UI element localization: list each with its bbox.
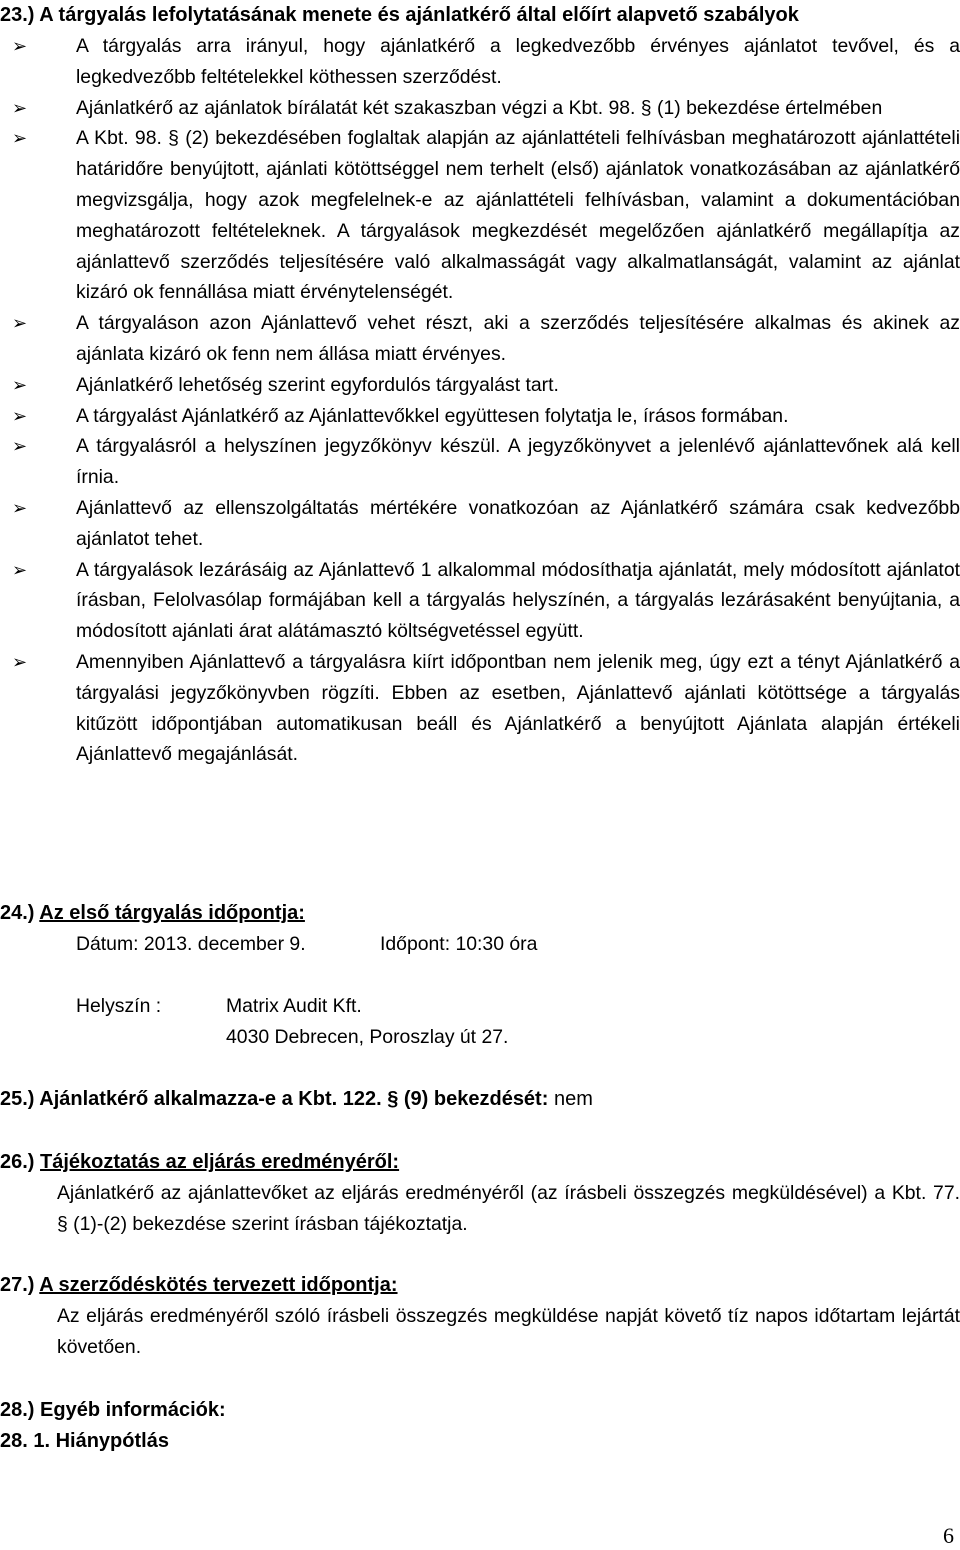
location-label: Helyszín : [76, 995, 162, 1017]
arrow-bullet-icon: ➢ [12, 497, 28, 518]
list-item-text: Ajánlatkérő lehetőség szerint egyfordulós tárgyalást tart. [76, 373, 559, 396]
section-28-title: Egyéb információk: [40, 1399, 226, 1421]
section-23-bullet-list [0, 31, 960, 770]
section-24-number: 24.) [0, 902, 35, 924]
section-28-subheading: 28. 1. Hiánypótlás [0, 1430, 169, 1452]
section-27-number: 27.) [0, 1274, 35, 1296]
list-item [0, 431, 960, 493]
list-item [0, 493, 960, 555]
section-26-heading [0, 1147, 399, 1177]
arrow-bullet-icon: ➢ [12, 97, 28, 118]
list-item-text: Ajánlatkérő az ajánlatok bírálatát két szakaszban végzi a Kbt. 98. § (1) bekezdése értelmében [76, 96, 883, 119]
list-item-text: A tárgyalást Ajánlatkérő az Ajánlattevőkkel együttesen folytatja le, írásos formában. [76, 404, 789, 427]
location-address: 4030 Debrecen, Poroszlay út 27. [226, 1026, 509, 1048]
list-item-text: A tárgyaláson azon Ajánlattevő vehet részt, aki a szerződés teljesítésére alkalmas és akinek az ajánlata kizáró ok fenn nem állása miatt érvényes. [76, 312, 960, 365]
list-item [0, 370, 960, 401]
meeting-time: Időpont: 10:30 óra [380, 933, 538, 955]
location-name: Matrix Audit Kft. [226, 995, 362, 1017]
list-item-text: A tárgyalás arra irányul, hogy ajánlatkérő a legkedvezőbb érvényes ajánlatot tevővel, és a legkedvezőbb feltételekkel köthessen szerződést. [76, 35, 960, 88]
arrow-bullet-icon: ➢ [12, 436, 28, 457]
page-number: 6 [943, 1523, 954, 1548]
list-item [0, 308, 960, 370]
arrow-bullet-icon: ➢ [12, 374, 28, 395]
section-25-title: 25.) Ajánlatkérő alkalmazza-e a Kbt. 122. § (9) bekezdését: [0, 1088, 549, 1110]
section-27-text: Az eljárás eredményéről szóló írásbeli összegzés megküldése napját követő tíz napos időtartam lejártát követően. [57, 1305, 960, 1358]
list-item [0, 555, 960, 647]
meeting-date: Dátum: 2013. december 9. [76, 933, 306, 955]
arrow-bullet-icon: ➢ [12, 36, 28, 56]
section-28-number: 28.) [0, 1399, 35, 1421]
section-25-answer: nem [553, 1088, 593, 1110]
section-25-heading [0, 1084, 593, 1114]
list-item [0, 31, 960, 93]
section-23-heading-text: 23.) A tárgyalás lefolytatásának menete és ajánlatkérő által előírt alapvető szabályok [0, 4, 799, 26]
arrow-bullet-icon: ➢ [12, 405, 28, 426]
section-23-heading [0, 0, 799, 30]
section-28-heading [0, 1395, 226, 1425]
list-item [0, 647, 960, 770]
list-item-text: A Kbt. 98. § (2) bekezdésében foglaltak alapján az ajánlattételi felhívásban meghatározott ajánlattételi határidőre benyújtott, ajánlati kötöttséggel nem terhelt (első) ajánlatok vonatkozásában az ajánlatkérő megvizsgálja, hogy azok megfelelnek-e az ajánlattételi felhívásban, valamint a dokumentációban meghatározott feltételeknek. A tárgyalások megkezdését megelőzően ajánlatkérő megállapítja az ajánlattevő szerződés teljesítésére való alkalmasságát vagy alkalmatlanságát, valamint az ajánlat kizáró ok fennállása miatt érvénytelenségét. [76, 127, 960, 304]
arrow-bullet-icon: ➢ [12, 559, 28, 580]
list-item-text: Ajánlattevő az ellenszolgáltatás mértékére vonatkozóan az Ajánlatkérő számára csak kedvezőbb ajánlatot tehet. [76, 496, 960, 550]
list-item [0, 93, 960, 124]
section-26-title: Tájékoztatás az eljárás eredményéről: [40, 1151, 400, 1173]
section-26-text: Ajánlatkérő az ajánlattevőket az eljárás eredményéről (az írásbeli összegzés megküldésével) a Kbt. 77. § (1)-(2) bekezdése szerint írásban tájékoztatja. [57, 1182, 960, 1235]
section-24-title: Az első tárgyalás időpontja: [39, 902, 305, 924]
section-27-title: A szerződéskötés tervezett időpontja: [39, 1274, 398, 1296]
section-26-number: 26.) [0, 1151, 35, 1173]
arrow-bullet-icon: ➢ [12, 313, 28, 334]
list-item-text: Amennyiben Ajánlattevő a tárgyalásra kiírt időpontban nem jelenik meg, úgy ezt a tényt Ajánlatkérő a tárgyalási jegyzőkönyvben rögzíti. Ebben az esetben, Ajánlattevő ajánlati kötöttsége a tárgyalás kitűzött időpontjában automatikusan beáll és Ajánlatkérő a benyújtott Ajánlata alapján értékeli Ajánlattevő megajánlását. [76, 650, 960, 766]
list-item [0, 401, 960, 432]
arrow-bullet-icon: ➢ [12, 651, 28, 672]
list-item [0, 123, 960, 308]
section-27-heading [0, 1270, 398, 1300]
section-24-heading [0, 898, 305, 928]
list-item-text: A tárgyalások lezárásáig az Ajánlattevő 1 alkalommal módosíthatja ajánlatát, mely módosított ajánlatot írásban, Felolvasólap formájában kell a tárgyalás helyszínén, a tárgyalás lezárásaként benyújtania, a módosított ajánlati árat alátámasztó költségvetéssel együtt. [76, 558, 960, 643]
list-item-text: A tárgyalásról a helyszínen jegyzőkönyv készül. A jegyzőkönyvet a jelenlévő ajánlattevőnek alá kell írnia. [76, 435, 960, 489]
arrow-bullet-icon: ➢ [12, 128, 28, 149]
